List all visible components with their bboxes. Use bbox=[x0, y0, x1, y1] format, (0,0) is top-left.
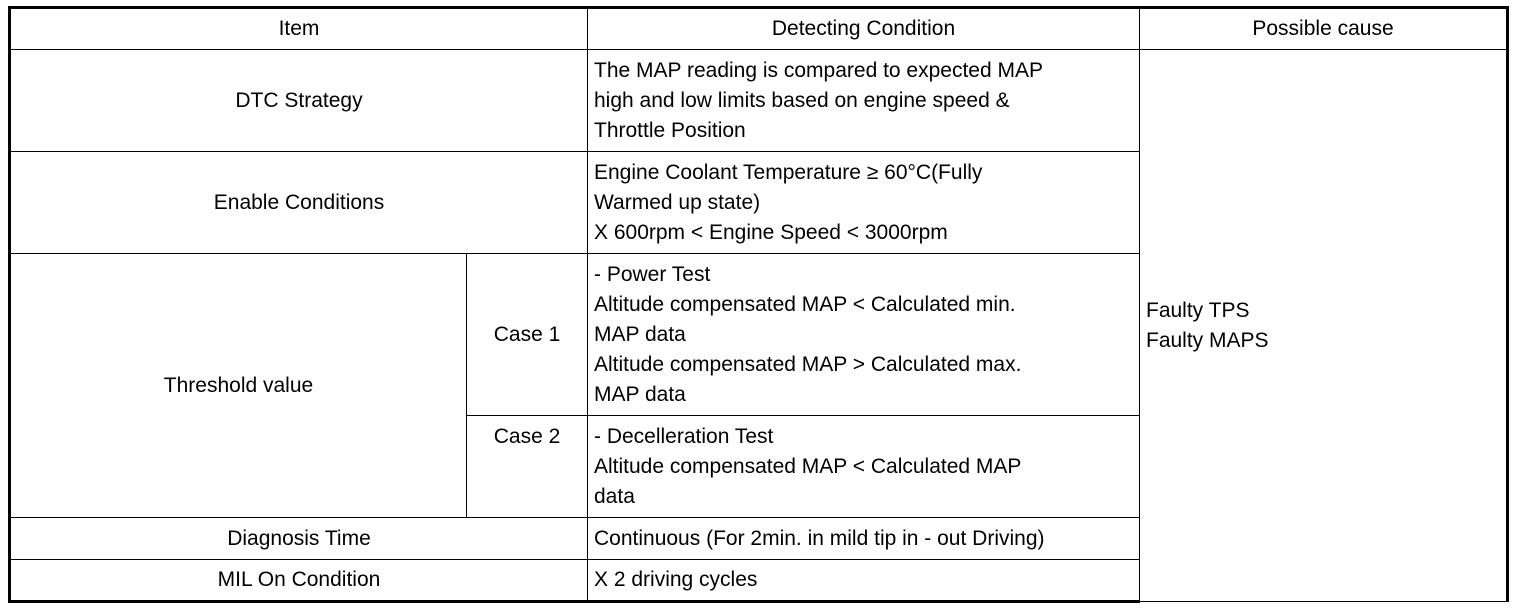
condition-line: - Decelleration Test bbox=[594, 424, 774, 448]
condition-line: MAP data bbox=[594, 322, 686, 346]
case2-label: Case 2 bbox=[467, 416, 588, 518]
possible-cause-item: Faulty MAPS bbox=[1146, 328, 1269, 352]
condition-line: - Power Test bbox=[594, 262, 711, 286]
row-dtc-strategy bbox=[10, 50, 1508, 152]
header-detecting-condition: Detecting Condition bbox=[588, 8, 1140, 50]
condition-line: MAP data bbox=[594, 382, 686, 406]
condition-enable-conditions bbox=[588, 152, 1140, 254]
dtc-table bbox=[8, 6, 1509, 603]
condition-case2 bbox=[588, 416, 1140, 518]
header-possible-cause: Possible cause bbox=[1140, 8, 1508, 50]
condition-line: data bbox=[594, 484, 635, 508]
item-dtc-strategy: DTC Strategy bbox=[10, 50, 588, 152]
condition-line: high and low limits based on engine speed & bbox=[594, 88, 1010, 112]
condition-line: Throttle Position bbox=[594, 118, 746, 142]
item-enable-conditions: Enable Conditions bbox=[10, 152, 588, 254]
condition-line: Engine Coolant Temperature ≥ 60°C(Fully bbox=[594, 160, 983, 184]
possible-cause-item: Faulty TPS bbox=[1146, 298, 1250, 322]
condition-line: Altitude compensated MAP < Calculated min. bbox=[594, 292, 1016, 316]
condition-line: Warmed up state) bbox=[594, 190, 761, 214]
condition-line: Altitude compensated MAP > Calculated max. bbox=[594, 352, 1022, 376]
case1-label: Case 1 bbox=[467, 254, 588, 416]
condition-line: Altitude compensated MAP < Calculated MAP bbox=[594, 454, 1022, 478]
item-diagnosis-time: Diagnosis Time bbox=[10, 518, 588, 560]
item-threshold-value: Threshold value bbox=[10, 254, 467, 518]
possible-cause-cell bbox=[1140, 50, 1508, 602]
condition-diagnosis-time: Continuous (For 2min. in mild tip in - out Driving) bbox=[588, 518, 1140, 560]
condition-mil-on-condition: X 2 driving cycles bbox=[588, 560, 1140, 602]
condition-line: The MAP reading is compared to expected MAP bbox=[594, 58, 1044, 82]
condition-line: X 600rpm < Engine Speed < 3000rpm bbox=[594, 220, 948, 244]
item-mil-on-condition: MIL On Condition bbox=[10, 560, 588, 602]
condition-case1 bbox=[588, 254, 1140, 416]
header-item: Item bbox=[10, 8, 588, 50]
header-row bbox=[10, 8, 1508, 50]
condition-dtc-strategy bbox=[588, 50, 1140, 152]
